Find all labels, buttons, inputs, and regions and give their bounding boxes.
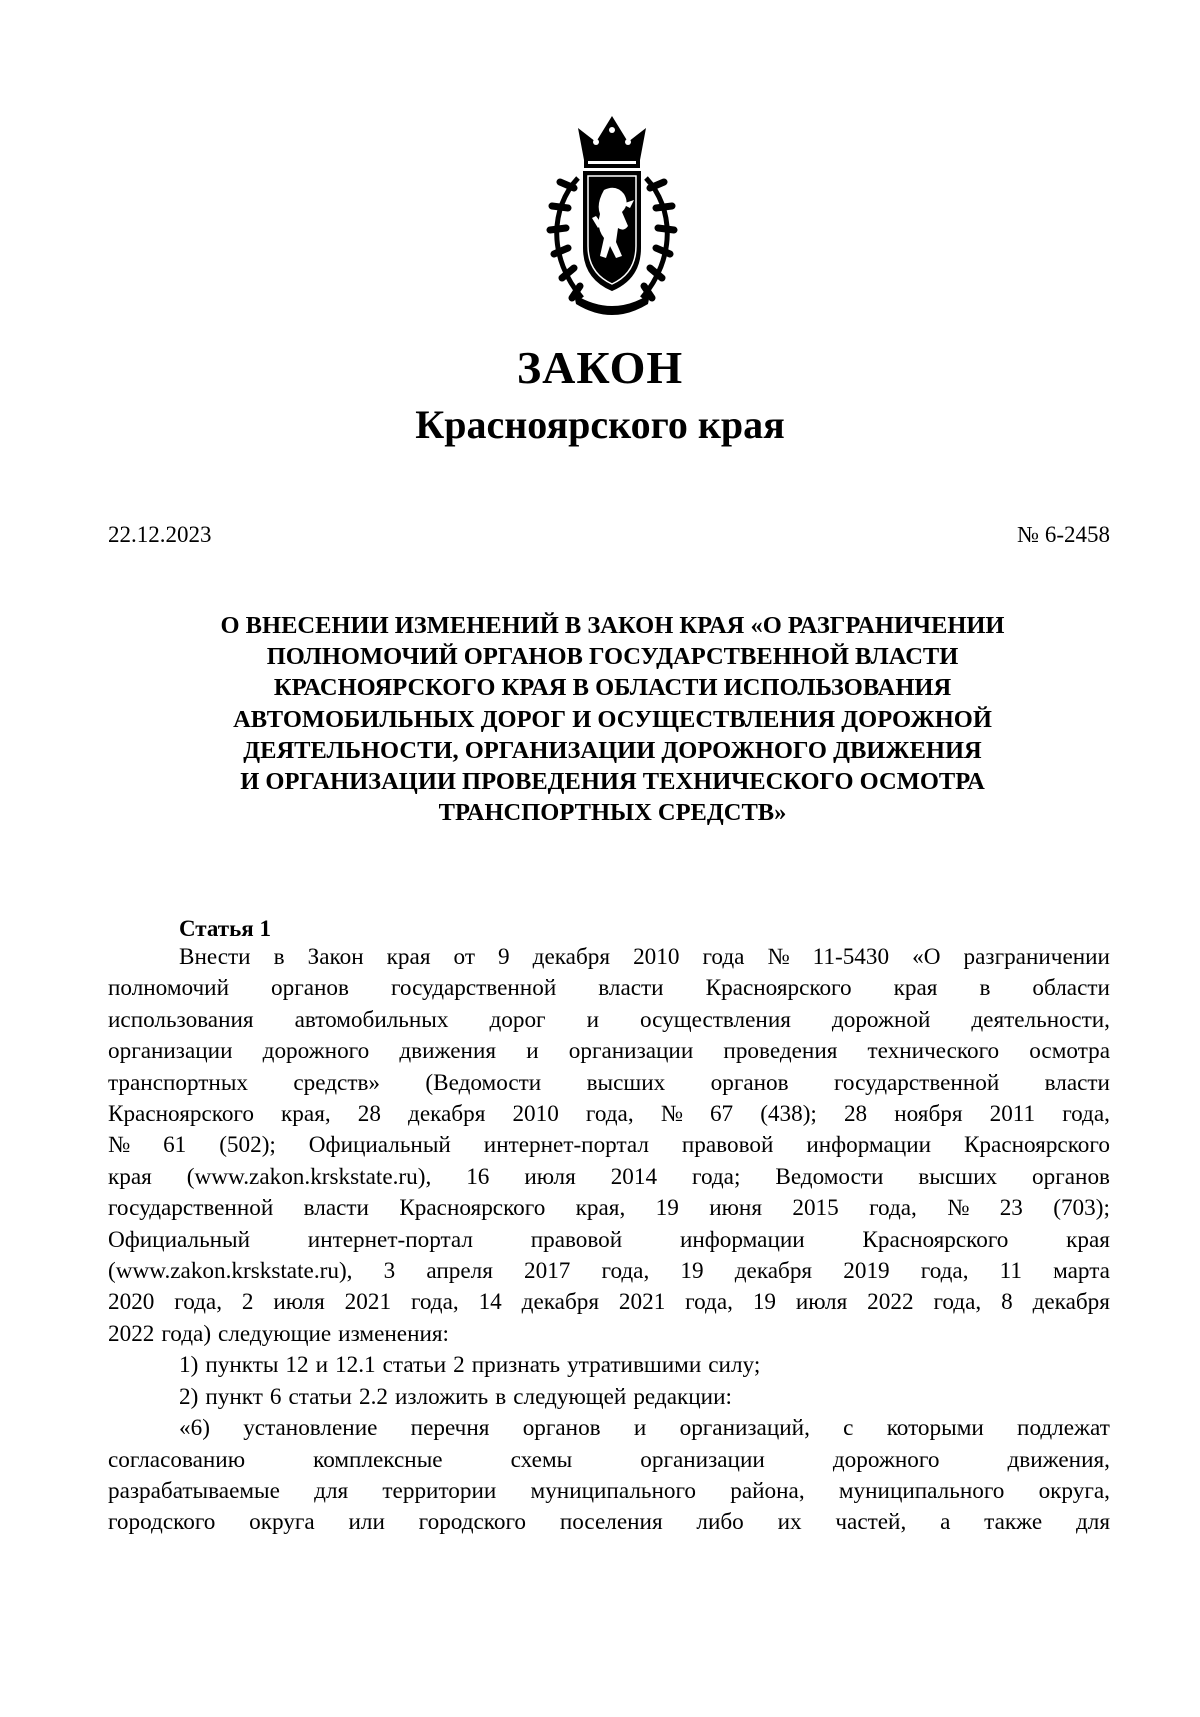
- word: года,: [869, 1195, 917, 1222]
- word: установление: [243, 1415, 378, 1442]
- word: городского: [418, 1509, 527, 1536]
- word: организаций,: [679, 1415, 810, 1442]
- word: (438);: [760, 1101, 817, 1128]
- word: от: [453, 944, 475, 970]
- word: Ведомости: [775, 1163, 884, 1190]
- paragraph-line: [108, 1413, 1110, 1444]
- word: и: [526, 1038, 539, 1065]
- word: округа,: [1038, 1477, 1110, 1504]
- word: 14: [478, 1289, 502, 1316]
- heading-line: ПОЛНОМОЧИЙ ОРГАНОВ ГОСУДАРСТВЕННОЙ ВЛАСТИ: [266, 643, 959, 671]
- word: декабря: [734, 1258, 813, 1285]
- paragraph-line: [108, 1256, 1110, 1287]
- word: в: [273, 944, 285, 970]
- word: поселения: [559, 1509, 663, 1536]
- word: высших: [586, 1069, 666, 1096]
- word: организации: [108, 1038, 233, 1065]
- word: (www.zakon.krskstate.ru),: [186, 1163, 432, 1190]
- word: автомобильных: [294, 1006, 449, 1033]
- word: 16: [466, 1163, 490, 1190]
- paragraph-line: [108, 1193, 1110, 1224]
- word: муниципального: [530, 1477, 696, 1504]
- word: которыми: [886, 1415, 984, 1442]
- word: декабря: [521, 1289, 600, 1316]
- word: 2011: [989, 1101, 1036, 1128]
- word: (703);: [1053, 1195, 1110, 1222]
- word: также: [984, 1509, 1043, 1536]
- word: с: [843, 1415, 854, 1442]
- word: власти: [598, 975, 664, 1002]
- word: и: [315, 1352, 329, 1379]
- word: Красноярского: [108, 1101, 254, 1128]
- word: движения: [399, 1038, 497, 1065]
- word: 11: [999, 1258, 1022, 1285]
- word: края,: [281, 1101, 331, 1128]
- word: года,: [601, 1258, 650, 1285]
- word: комплексные: [313, 1446, 443, 1473]
- word: 67: [709, 1101, 734, 1128]
- word: Официальный: [308, 1132, 451, 1159]
- word: 12.1: [335, 1352, 376, 1379]
- word: силу;: [708, 1352, 761, 1379]
- word: следующие: [218, 1320, 332, 1347]
- heading-line: ТРАНСПОРТНЫХ СРЕДСТВ»: [438, 799, 787, 827]
- word: края: [108, 1163, 152, 1190]
- word: 28: [843, 1101, 868, 1128]
- word: для: [314, 1477, 349, 1504]
- word: пункты: [205, 1352, 279, 1379]
- paragraph-line: [108, 1476, 1110, 1507]
- word: года,: [174, 1289, 223, 1316]
- paragraph-line: [108, 1068, 1110, 1099]
- krasnoyarsk-coat-of-arms-icon: [538, 108, 686, 318]
- word: согласованию: [108, 1446, 246, 1473]
- word: 3: [383, 1258, 396, 1285]
- word: года,: [1062, 1101, 1110, 1128]
- word: правовой: [681, 1132, 774, 1159]
- word: 28: [357, 1101, 381, 1128]
- word: осмотра: [1029, 1038, 1110, 1065]
- word: «О: [912, 944, 941, 970]
- word: области: [1032, 975, 1110, 1002]
- word: дорожного: [832, 1446, 940, 1473]
- word: ноября: [894, 1101, 963, 1128]
- word: частей,: [835, 1509, 907, 1536]
- word: 9: [498, 944, 510, 970]
- paragraph-line: [108, 1225, 1110, 1256]
- word: организации: [640, 1446, 765, 1473]
- word: или: [348, 1509, 385, 1536]
- paragraph-line: [108, 1287, 1110, 1318]
- word: признать: [471, 1352, 561, 1379]
- word: средств»: [293, 1069, 381, 1096]
- word: 2022: [867, 1289, 914, 1316]
- word: 6: [269, 1383, 282, 1410]
- word: №: [767, 944, 790, 970]
- word: для: [1075, 1509, 1110, 1536]
- word: Красноярского: [963, 1132, 1110, 1159]
- word: года: [702, 944, 745, 970]
- word: 19: [680, 1258, 704, 1285]
- document-subtitle: Красноярского края: [415, 402, 785, 447]
- word: органов: [271, 975, 349, 1002]
- word: следующей: [513, 1383, 627, 1410]
- word: декабря: [1032, 1289, 1110, 1316]
- word: Красноярского: [705, 975, 852, 1002]
- word: деятельности,: [971, 1006, 1110, 1033]
- word: №: [660, 1101, 683, 1128]
- word: 8: [1001, 1289, 1013, 1316]
- word: разрабатываемые: [108, 1477, 280, 1504]
- article-title: Статья 1: [179, 916, 271, 941]
- word: года,: [920, 1258, 969, 1285]
- paragraph-line: [108, 1036, 1110, 1067]
- word: подлежат: [1017, 1415, 1110, 1442]
- word: транспортных: [108, 1069, 249, 1096]
- word: в: [495, 1383, 507, 1410]
- word: и: [586, 1006, 599, 1033]
- paragraph-line: [108, 942, 1110, 973]
- word: полномочий: [108, 975, 229, 1002]
- word: изменения:: [338, 1320, 450, 1347]
- paragraph-line: [108, 973, 1110, 1004]
- word: и: [633, 1415, 647, 1442]
- word: утратившими: [567, 1352, 702, 1379]
- word: 2: [453, 1352, 465, 1379]
- word: их: [777, 1509, 802, 1536]
- word: движения,: [1007, 1446, 1110, 1473]
- word: информации: [679, 1226, 805, 1253]
- word: 19: [655, 1195, 679, 1222]
- word: проведения: [723, 1038, 838, 1065]
- word: июля: [795, 1289, 848, 1316]
- word: 2022: [108, 1320, 155, 1347]
- word: 2): [179, 1383, 199, 1410]
- word: 2017: [524, 1258, 571, 1285]
- word: 2.2: [358, 1383, 388, 1410]
- word: использования: [108, 1006, 254, 1033]
- word: власти: [303, 1195, 369, 1222]
- word: 2: [241, 1289, 254, 1316]
- word: 2021: [344, 1289, 392, 1316]
- word: Официальный: [108, 1226, 251, 1253]
- word: редакции:: [633, 1383, 732, 1410]
- word: статьи: [288, 1383, 352, 1410]
- paragraph-line: [108, 1130, 1110, 1161]
- document-number: № 6-2458: [1017, 522, 1110, 547]
- word: перечня: [410, 1415, 490, 1442]
- word: а: [940, 1509, 951, 1536]
- word: 2019: [843, 1258, 890, 1285]
- word: изложить: [394, 1383, 489, 1410]
- word: 2010: [633, 944, 680, 970]
- word: №: [108, 1132, 131, 1159]
- word: Внести: [179, 944, 251, 970]
- word: июля: [524, 1163, 576, 1190]
- word: 1): [179, 1352, 199, 1379]
- word: года,: [410, 1289, 459, 1316]
- paragraph-line: [108, 1350, 1110, 1381]
- word: дорожного: [262, 1038, 370, 1065]
- word: дорожной: [831, 1006, 931, 1033]
- word: 23: [999, 1195, 1023, 1222]
- paragraph-line: [108, 1162, 1110, 1193]
- law-heading: [140, 610, 1085, 828]
- word: 2021: [618, 1289, 666, 1316]
- word: 2015: [792, 1195, 839, 1222]
- word: района,: [730, 1477, 805, 1504]
- word: 61: [163, 1132, 187, 1159]
- word: городского: [108, 1509, 216, 1536]
- word: органов: [1032, 1163, 1110, 1190]
- word: 11-5430: [812, 944, 890, 970]
- word: округа: [249, 1509, 315, 1536]
- document-title: ЗАКОН: [516, 342, 684, 393]
- word: марта: [1053, 1258, 1110, 1285]
- heading-line: ДЕЯТЕЛЬНОСТИ, ОРГАНИЗАЦИИ ДОРОЖНОГО ДВИЖЕНИЯ: [243, 736, 982, 764]
- word: государственной: [833, 1069, 1000, 1096]
- heading-line: О ВНЕСЕНИИ ИЗМЕНЕНИЙ В ЗАКОН КРАЯ «О РАЗГРАНИЧЕНИИ: [220, 612, 1005, 639]
- word: края: [386, 944, 431, 970]
- word: органов: [710, 1069, 789, 1096]
- word: декабря: [408, 1101, 486, 1128]
- paragraph-line: [108, 1099, 1110, 1130]
- word: информации: [806, 1132, 932, 1159]
- word: края: [893, 975, 938, 1002]
- word: органов: [522, 1415, 601, 1442]
- document-date: 22.12.2023: [108, 522, 212, 547]
- word: апреля: [426, 1258, 493, 1285]
- word: интернет-портал: [483, 1132, 649, 1159]
- word: дорог: [489, 1006, 546, 1033]
- paragraph-line: [108, 1319, 1110, 1350]
- word: территории: [382, 1477, 497, 1504]
- word: года;: [692, 1163, 741, 1190]
- article-body: [108, 942, 1110, 1539]
- word: разграничении: [963, 944, 1110, 970]
- word: технического: [867, 1038, 1000, 1065]
- word: государственной: [108, 1195, 274, 1222]
- word: организации: [568, 1038, 694, 1065]
- word: высших: [918, 1163, 998, 1190]
- paragraph-line: [108, 1445, 1110, 1476]
- paragraph-line: [108, 1507, 1110, 1538]
- word: года,: [933, 1289, 982, 1316]
- word: июня: [709, 1195, 762, 1222]
- word: Красноярского: [399, 1195, 546, 1222]
- word: либо: [696, 1509, 744, 1536]
- word: 2020: [108, 1289, 155, 1316]
- word: власти: [1044, 1069, 1110, 1096]
- word: года,: [585, 1101, 634, 1128]
- word: июля: [273, 1289, 325, 1316]
- word: №: [947, 1195, 970, 1222]
- word: государственной: [390, 975, 557, 1002]
- word: (www.zakon.krskstate.ru),: [108, 1258, 353, 1285]
- word: (Ведомости: [425, 1069, 542, 1096]
- word: интернет-портал: [307, 1226, 473, 1253]
- word: «6): [179, 1415, 210, 1442]
- heading-line: АВТОМОБИЛЬНЫХ ДОРОГ И ОСУЩЕСТВЛЕНИЯ ДОРОЖНОЙ: [233, 705, 992, 733]
- word: декабря: [532, 944, 611, 970]
- paragraph-line: [108, 1005, 1110, 1036]
- word: года): [161, 1320, 212, 1347]
- word: пункт: [205, 1383, 263, 1410]
- word: в: [979, 975, 991, 1002]
- word: Закон: [307, 944, 364, 970]
- paragraph-line: [108, 1382, 1110, 1413]
- word: Красноярского: [862, 1226, 1009, 1253]
- word: муниципального: [838, 1477, 1005, 1504]
- word: 19: [752, 1289, 776, 1316]
- word: края,: [575, 1195, 626, 1222]
- word: статьи: [382, 1352, 447, 1379]
- heading-line: И ОРГАНИЗАЦИИ ПРОВЕДЕНИЯ ТЕХНИЧЕСКОГО ОСМОТРА: [240, 768, 985, 796]
- word: 12: [285, 1352, 309, 1379]
- word: правовой: [530, 1226, 623, 1253]
- word: схемы: [510, 1446, 573, 1473]
- word: года,: [685, 1289, 733, 1316]
- word: края: [1066, 1226, 1110, 1253]
- heading-line: КРАСНОЯРСКОГО КРАЯ В ОБЛАСТИ ИСПОЛЬЗОВАНИЯ: [273, 674, 952, 702]
- word: (502);: [219, 1132, 276, 1159]
- word: 2014: [610, 1163, 658, 1190]
- word: осуществления: [640, 1006, 791, 1033]
- word: 2010: [512, 1101, 559, 1128]
